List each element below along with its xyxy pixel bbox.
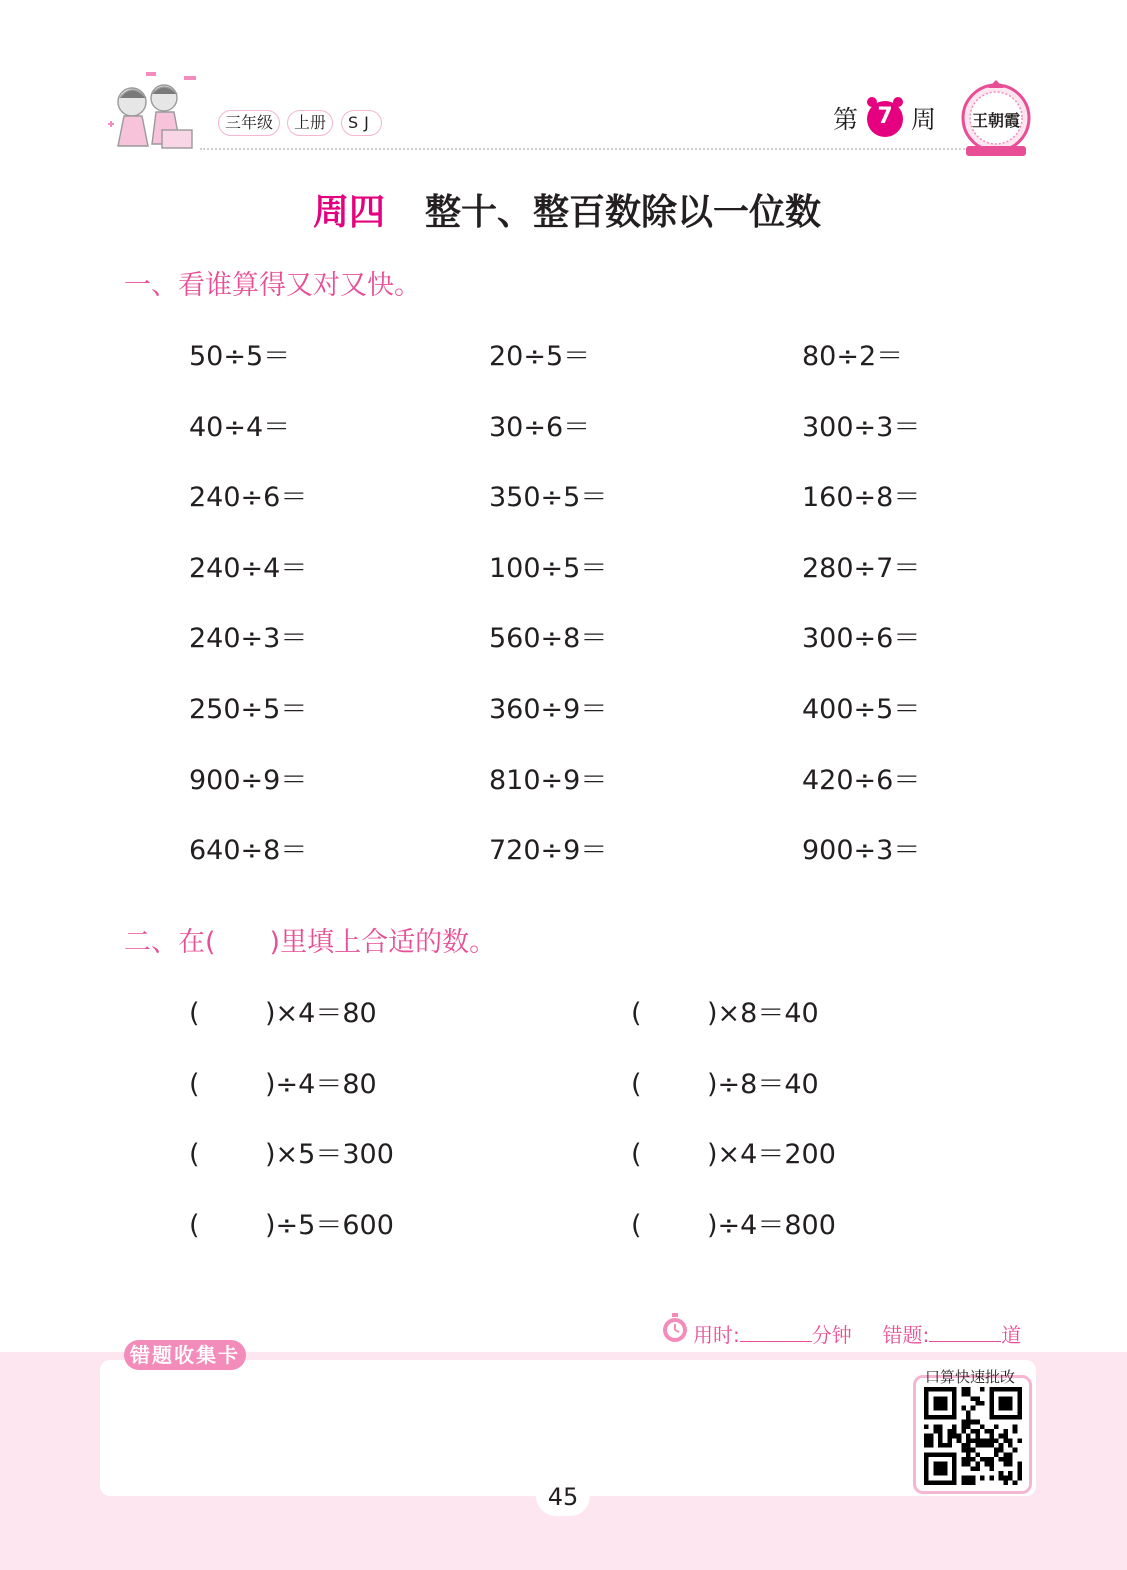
division-problem: 240÷4＝ xyxy=(189,552,308,584)
division-problem: 100÷5＝ xyxy=(489,552,608,584)
fill-blank-problem[interactable] xyxy=(631,1062,819,1101)
division-problem: 420÷6＝ xyxy=(802,764,921,796)
equation-text: )÷4＝800 xyxy=(707,1209,836,1241)
division-problem: 280÷7＝ xyxy=(802,552,921,584)
equation-text: )×4＝80 xyxy=(265,998,377,1029)
fill-blank-problem[interactable] xyxy=(631,1132,836,1171)
division-problem: 50÷5＝ xyxy=(189,341,291,372)
answer-blank[interactable]: ( xyxy=(189,1209,200,1241)
week-suffix: 周 xyxy=(911,105,937,134)
time-and-errors xyxy=(693,1319,1021,1348)
page-title xyxy=(313,184,821,235)
fill-blank-problem[interactable] xyxy=(189,1132,394,1171)
qr-caption: 口算快速批改 xyxy=(925,1368,1016,1386)
errors-blank[interactable] xyxy=(929,1324,1001,1342)
equation-text: )×5＝300 xyxy=(265,1139,394,1171)
division-problem: 900÷9＝ xyxy=(189,764,308,796)
time-unit: 分钟 xyxy=(811,1323,852,1347)
fill-blank-problem[interactable] xyxy=(631,1203,836,1242)
section-1-heading: 一、看谁算得又对又快。 xyxy=(124,270,421,301)
title-topic: 整十、整百数除以一位数 xyxy=(425,192,822,233)
book-badge: 上册 xyxy=(287,110,333,136)
division-problem: 350÷5＝ xyxy=(489,482,608,514)
division-problem: 640÷8＝ xyxy=(189,835,308,867)
header-divider xyxy=(200,148,968,150)
page-number: 45 xyxy=(547,1483,579,1511)
equation-text: )÷5＝600 xyxy=(265,1209,394,1241)
answer-blank[interactable]: ( xyxy=(631,1068,642,1100)
title-day: 周四 xyxy=(313,192,386,233)
division-problem: 240÷6＝ xyxy=(189,482,308,514)
division-problem: 240÷3＝ xyxy=(189,623,308,655)
division-problem: 810÷9＝ xyxy=(489,764,608,796)
division-problem: 80÷2＝ xyxy=(802,341,904,372)
fill-blank-problem[interactable] xyxy=(631,991,819,1030)
fill-blank-problem[interactable] xyxy=(189,991,377,1030)
division-problem: 900÷3＝ xyxy=(802,835,921,867)
equation-text: )÷8＝40 xyxy=(707,1068,819,1100)
fill-blank-problem[interactable] xyxy=(189,1203,394,1242)
division-problem: 30÷6＝ xyxy=(489,411,591,443)
division-problem: 300÷3＝ xyxy=(802,411,921,443)
answer-blank[interactable]: ( xyxy=(631,1139,642,1171)
section-2-heading: 二、在( )里填上合适的数。 xyxy=(124,927,497,958)
brand-seal-text: 王朝霞 xyxy=(971,111,1020,130)
equation-text: )×8＝40 xyxy=(707,998,819,1029)
equation-text: )×4＝200 xyxy=(707,1139,836,1171)
mistake-collection-tab: 错题收集卡 xyxy=(124,1340,246,1370)
division-problem: 720÷9＝ xyxy=(489,835,608,867)
edition-badge: SJ xyxy=(341,110,382,136)
time-blank[interactable] xyxy=(740,1324,812,1342)
division-problem: 300÷6＝ xyxy=(802,623,921,655)
errors-label: 错题: xyxy=(882,1323,930,1347)
division-problem: 250÷5＝ xyxy=(189,694,308,725)
stopwatch-icon xyxy=(661,1312,689,1344)
division-problem: 560÷8＝ xyxy=(489,623,608,655)
week-prefix: 第 xyxy=(833,105,859,134)
division-problem: 400÷5＝ xyxy=(802,694,921,725)
division-problem: 20÷5＝ xyxy=(489,341,591,372)
time-label: 用时: xyxy=(693,1323,740,1347)
answer-blank[interactable]: ( xyxy=(631,1209,642,1241)
fill-blank-problem[interactable] xyxy=(189,1062,377,1101)
division-problem: 360÷9＝ xyxy=(489,694,608,725)
week-number: 7 xyxy=(877,104,893,129)
answer-blank[interactable]: ( xyxy=(631,998,642,1029)
division-problem: 40÷4＝ xyxy=(189,411,291,443)
answer-blank[interactable]: ( xyxy=(189,998,200,1029)
qr-code-icon[interactable] xyxy=(924,1387,1022,1485)
answer-blank[interactable]: ( xyxy=(189,1139,200,1171)
equation-text: )÷4＝80 xyxy=(265,1068,377,1100)
division-problem: 160÷8＝ xyxy=(802,482,921,514)
grade-badge: 三年级 xyxy=(218,110,280,136)
errors-unit: 道 xyxy=(1001,1323,1022,1347)
answer-blank[interactable]: ( xyxy=(189,1068,200,1100)
children-illustration xyxy=(102,68,206,158)
